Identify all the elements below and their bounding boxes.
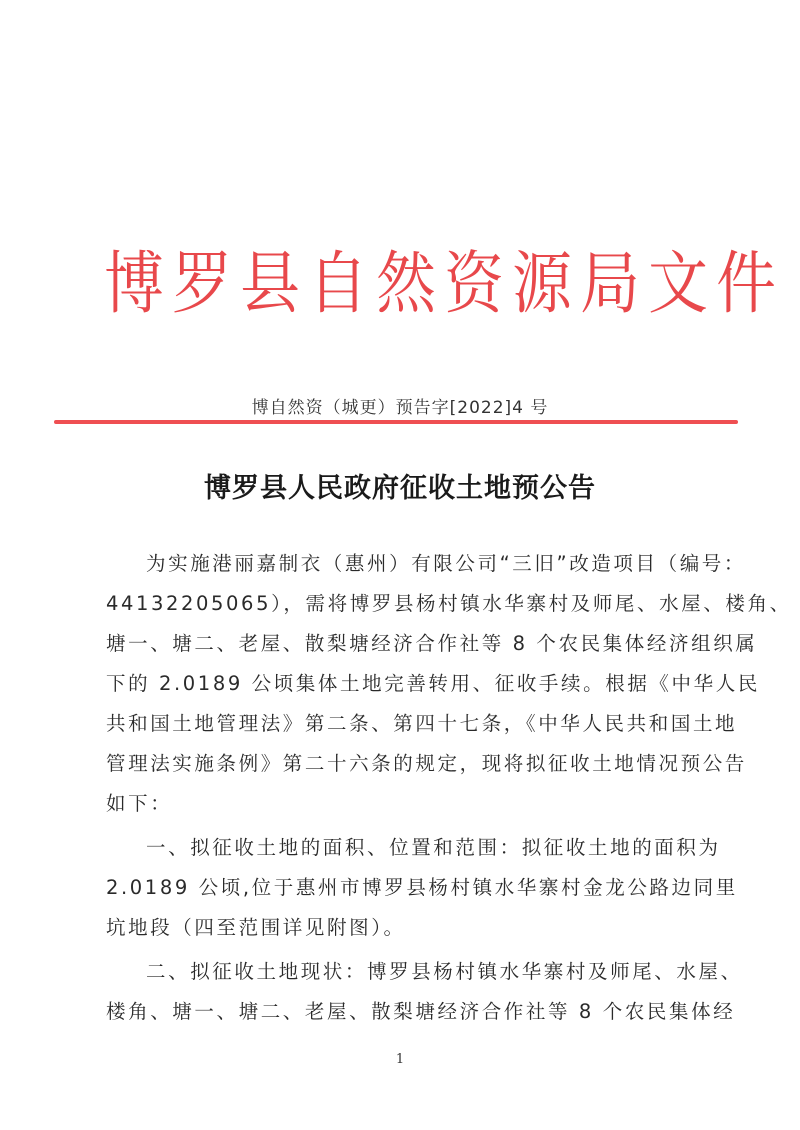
text-line: 下的 2.0189 公顷集体土地完善转用、征收手续。根据《中华人民 (106, 672, 760, 695)
text-line: 共和国土地管理法》第二条、第四十七条，《中华人民共和国土地 (106, 712, 738, 735)
text-line: 二、拟征收土地现状：博罗县杨村镇水华寨村及师尾、水屋、 (146, 960, 743, 983)
text-line: 坑地段（四至范围详见附图）。 (106, 916, 406, 939)
agency-title-char: 博 (104, 245, 164, 324)
paragraph-area-location (106, 828, 738, 948)
agency-title-char: 罗 (172, 245, 232, 324)
text-line: 2.0189 公顷,位于惠州市博罗县杨村镇水华寨村金龙公路边同里 (106, 876, 738, 899)
notice-body (106, 544, 792, 1032)
text-line: 44132205065），需将博罗县杨村镇水华寨村及师尾、水屋、楼角、 (106, 592, 792, 615)
text-line: 管理法实施条例》第二十六条的规定，现将拟征收土地情况预公告 (106, 752, 747, 775)
agency-title-char: 文 (648, 245, 709, 324)
text-line: 为实施港丽嘉制衣（惠州）有限公司“三旧”改造项目（编号： (146, 552, 747, 575)
document-number: 博自然资（城更）预告字[2022]4 号 (251, 398, 549, 418)
text-line: 塘一、塘二、老屋、散梨塘经济合作社等 8 个农民集体经济组织属 (106, 632, 758, 655)
agency-title-char: 县 (240, 245, 300, 324)
red-divider-rule (54, 420, 738, 424)
agency-title-char: 局 (580, 245, 641, 324)
agency-title-char: 自 (308, 245, 368, 324)
text-line: 如下： (106, 792, 173, 815)
paragraph-land-status (106, 952, 743, 1032)
agency-title-char: 件 (716, 245, 777, 324)
agency-title-char: 源 (512, 245, 573, 324)
page-number: 1 (395, 1052, 405, 1067)
agency-red-header (100, 240, 777, 330)
agency-title-char: 资 (444, 245, 505, 324)
agency-title-char: 然 (376, 245, 436, 324)
notice-title: 博罗县人民政府征收土地预公告 (204, 473, 596, 504)
text-line: 一、拟征收土地的面积、位置和范围：拟征收土地的面积为 (146, 836, 721, 859)
text-line: 楼角、塘一、塘二、老屋、散梨塘经济合作社等 8 个农民集体经 (106, 1000, 736, 1023)
paragraph-intro (106, 544, 792, 824)
